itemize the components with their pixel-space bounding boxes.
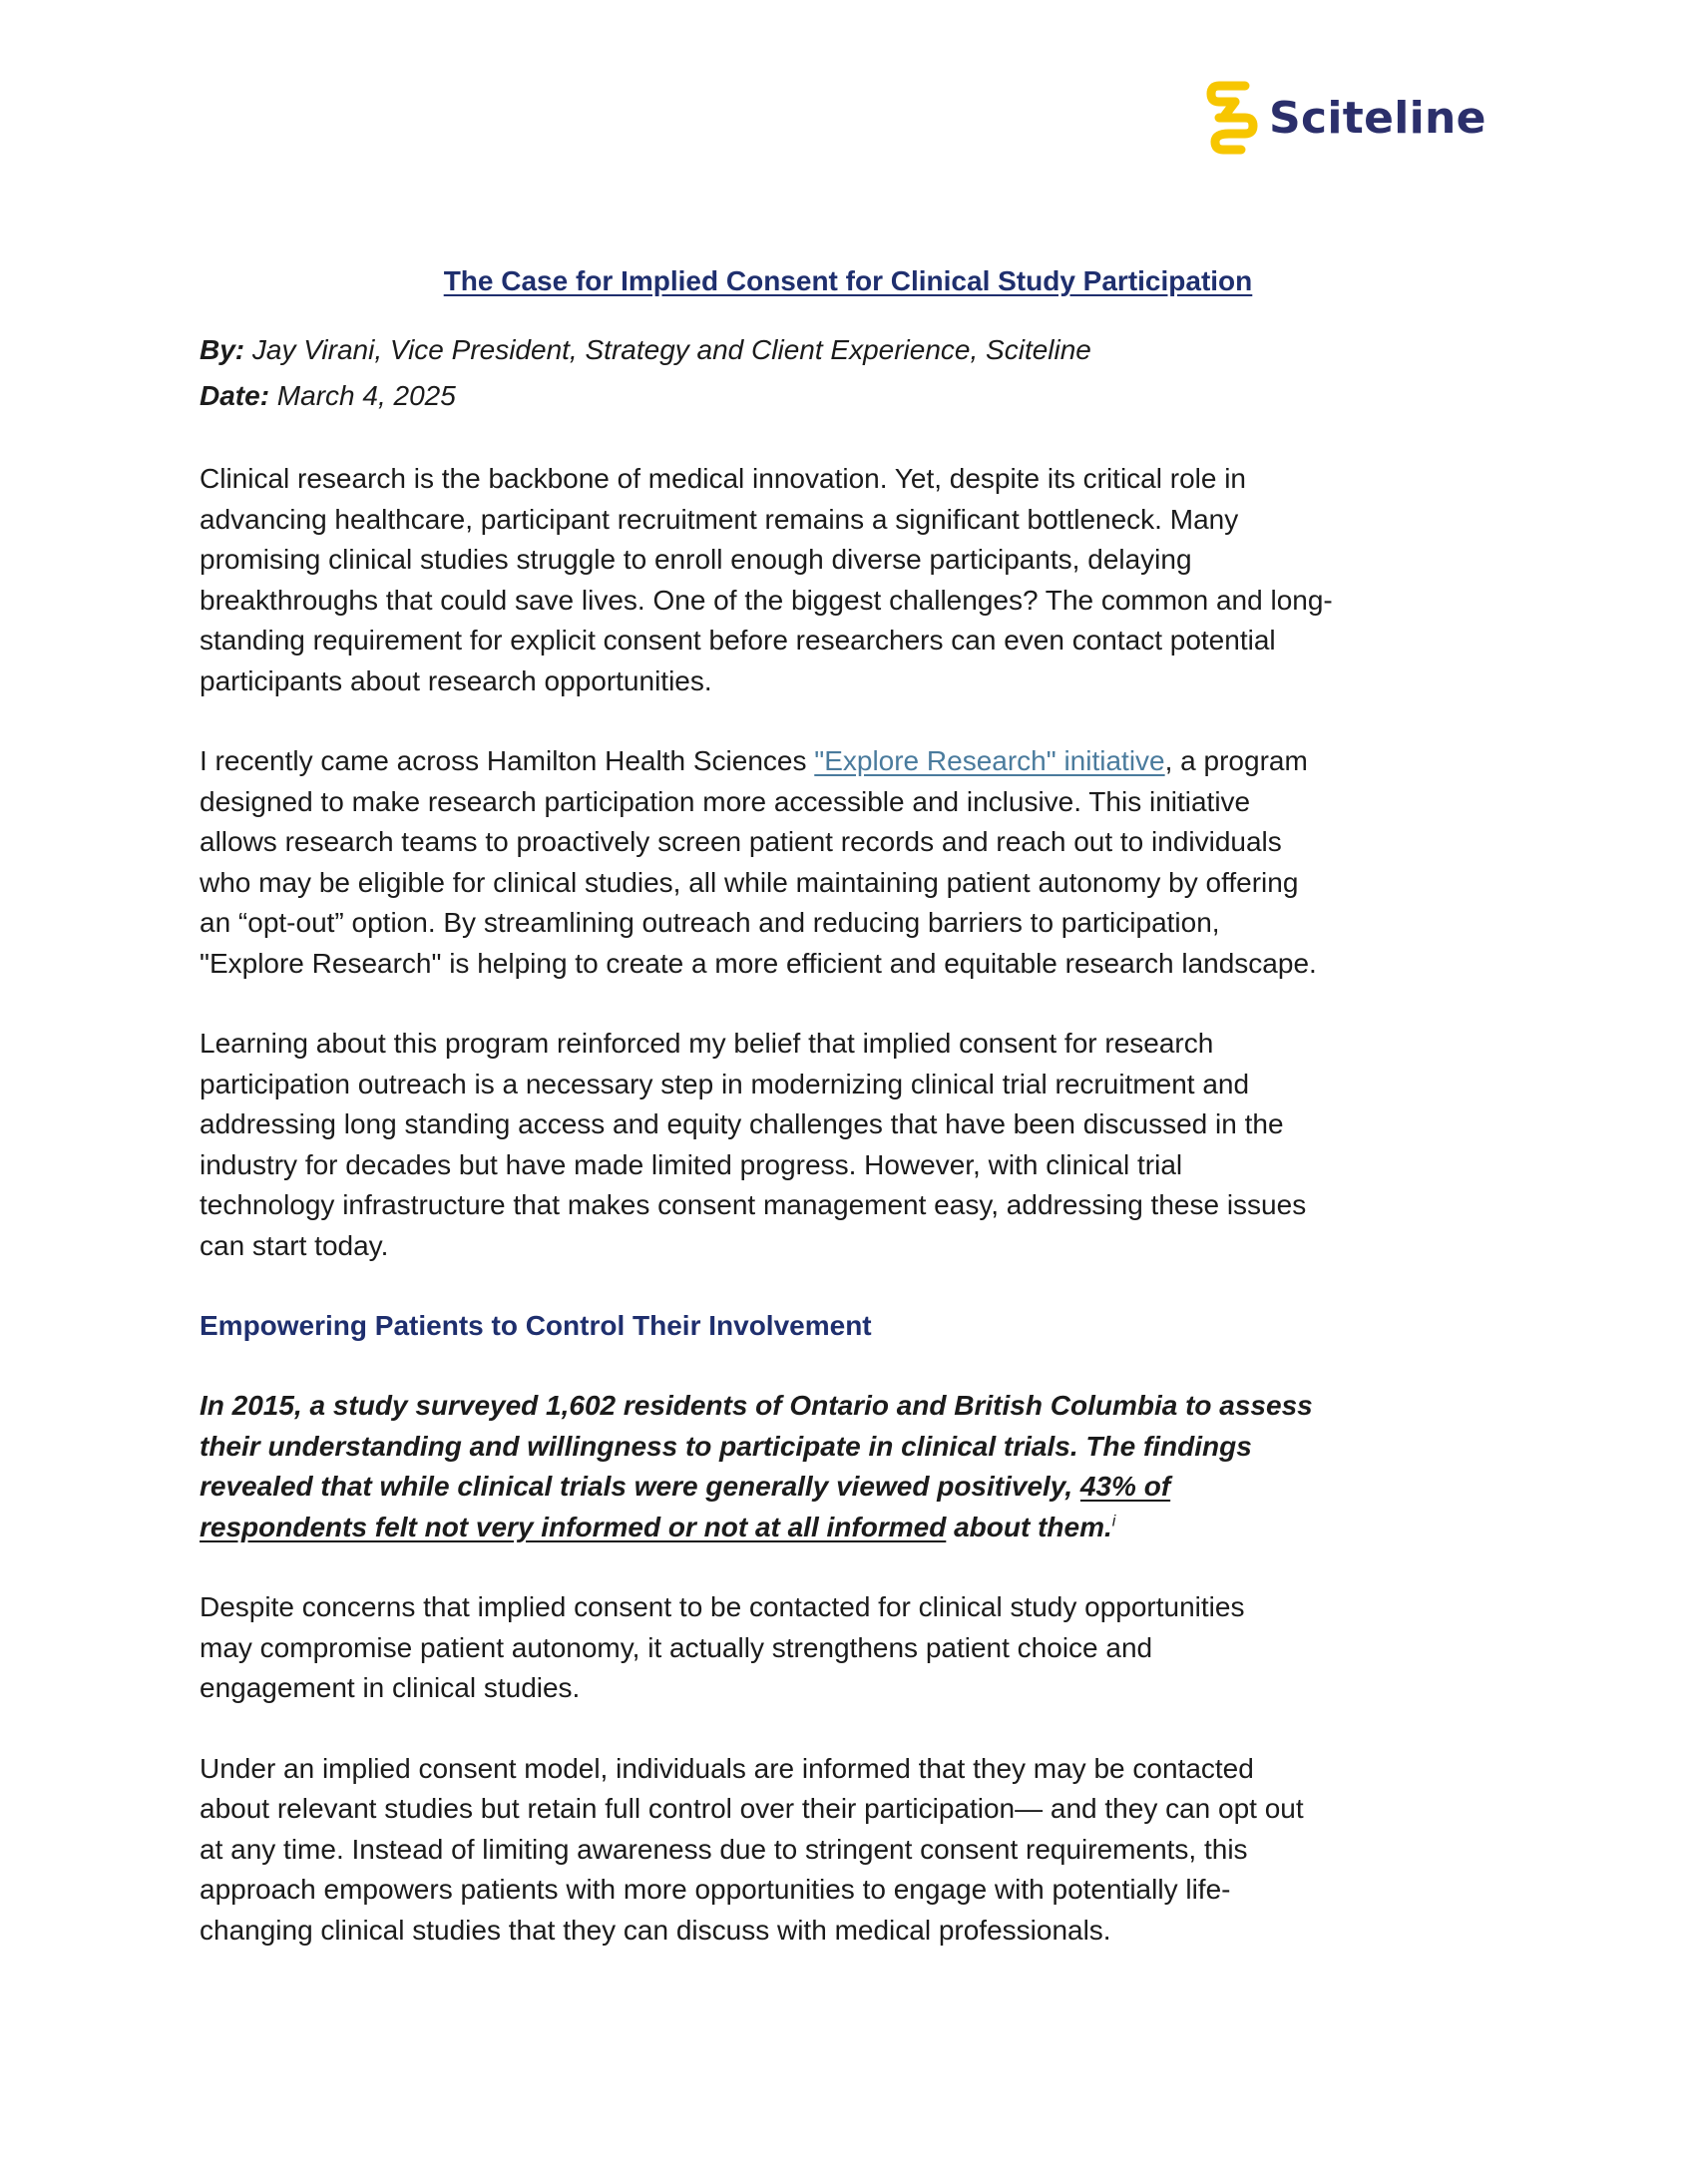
text-line: standing requirement for explicit consent before researchers can even contact potential [200, 625, 1276, 655]
text-line: allows research teams to proactively screen patient records and reach out to individuals [200, 826, 1282, 857]
text-line: engagement in clinical studies. [200, 1672, 581, 1703]
text-line: changing clinical studies that they can discuss with medical professionals. [200, 1914, 1111, 1946]
paragraph-intro [200, 459, 1496, 701]
sciteline-logo [1205, 78, 1486, 158]
spacer [200, 419, 1496, 459]
page-title: The Case for Implied Consent for Clinical Study Participation [443, 265, 1253, 296]
byline [200, 327, 1496, 373]
text-line: Clinical research is the backbone of medical innovation. Yet, despite its critical role in [200, 463, 1247, 494]
text-line: can start today. [200, 1229, 389, 1261]
text-line: "Explore Research" is helping to create a more efficient and equitable research landscape. [200, 947, 1317, 979]
explore-research-link[interactable]: "Explore Research" initiative [814, 745, 1165, 776]
text-line: technology infrastructure that makes consent management easy, addressing these issues [200, 1189, 1307, 1220]
text-line: Under an implied consent model, individuals are informed that they may be contacted [200, 1752, 1254, 1784]
text-line: an “opt-out” option. By streamlining outreach and reducing barriers to participation, [200, 907, 1220, 938]
text-line: revealed that while clinical trials were generally viewed positively, [200, 1471, 1080, 1502]
text-line: industry for decades but have made limited progress. However, with clinical trial [200, 1148, 1183, 1180]
spacer [200, 701, 1496, 741]
byline-label: By: [200, 334, 245, 365]
text-line: In 2015, a study surveyed 1,602 residents of Ontario and British Columbia to assess [200, 1390, 1313, 1421]
date-label: Date: [200, 380, 270, 411]
date-value: March 4, 2025 [269, 380, 456, 411]
paragraph-implied-consent-model [200, 1749, 1496, 1952]
text-line: promising clinical studies struggle to enroll enough diverse participants, delaying [200, 544, 1192, 575]
highlighted-stat: respondents felt not very informed or not at all informed [200, 1511, 947, 1542]
text-line: breakthroughs that could save lives. One of the biggest challenges? The common and long- [200, 584, 1333, 616]
highlighted-stat: 43% of [1079, 1471, 1171, 1502]
spacer [200, 1547, 1496, 1587]
spacer [200, 1709, 1496, 1749]
paragraph-autonomy [200, 1587, 1496, 1709]
text-line: , a program [1164, 745, 1308, 776]
text-line: addressing long standing access and equity challenges that have been discussed in the [200, 1108, 1284, 1139]
spacer [200, 984, 1496, 1024]
article-body [200, 261, 1496, 1951]
text-line: participation outreach is a necessary step in modernizing clinical trial recruitment and [200, 1068, 1250, 1099]
text-line: their understanding and willingness to participate in clinical trials. The findings [200, 1430, 1252, 1462]
text-line: participants about research opportunities. [200, 664, 712, 696]
footnote-marker: i [1111, 1513, 1116, 1530]
text-line: who may be eligible for clinical studies, all while maintaining patient autonomy by offering [200, 866, 1299, 898]
logo-wordmark: Sciteline [1269, 92, 1486, 144]
byline-value: Jay Virani, Vice President, Strategy and Client Experience, Sciteline [244, 334, 1091, 365]
text-line: advancing healthcare, participant recruitment remains a significant bottleneck. Many [200, 503, 1239, 535]
text-line: about them. [946, 1511, 1112, 1542]
text-line: approach empowers patients with more opportunities to engage with potentially life- [200, 1874, 1231, 1905]
text-line: about relevant studies but retain full control over their participation— and they can opt out [200, 1793, 1304, 1824]
text-line: I recently came across Hamilton Health Sciences [200, 745, 815, 776]
section-heading: Empowering Patients to Control Their Involvement [200, 1310, 872, 1341]
sciteline-chain-icon [1205, 78, 1259, 158]
study-callout [200, 1386, 1496, 1547]
text-line: Learning about this program reinforced my belief that implied consent for research [200, 1028, 1214, 1059]
paragraph-explore-research [200, 741, 1496, 984]
date-line [200, 373, 1496, 419]
paragraph-belief [200, 1024, 1496, 1266]
text-line: at any time. Instead of limiting awareness due to stringent consent requirements, this [200, 1833, 1248, 1865]
spacer [200, 1346, 1496, 1386]
spacer [200, 1266, 1496, 1306]
text-line: may compromise patient autonomy, it actually strengthens patient choice and [200, 1631, 1153, 1663]
text-line: Despite concerns that implied consent to be contacted for clinical study opportunities [200, 1591, 1245, 1622]
text-line: designed to make research participation more accessible and inclusive. This initiative [200, 785, 1251, 817]
